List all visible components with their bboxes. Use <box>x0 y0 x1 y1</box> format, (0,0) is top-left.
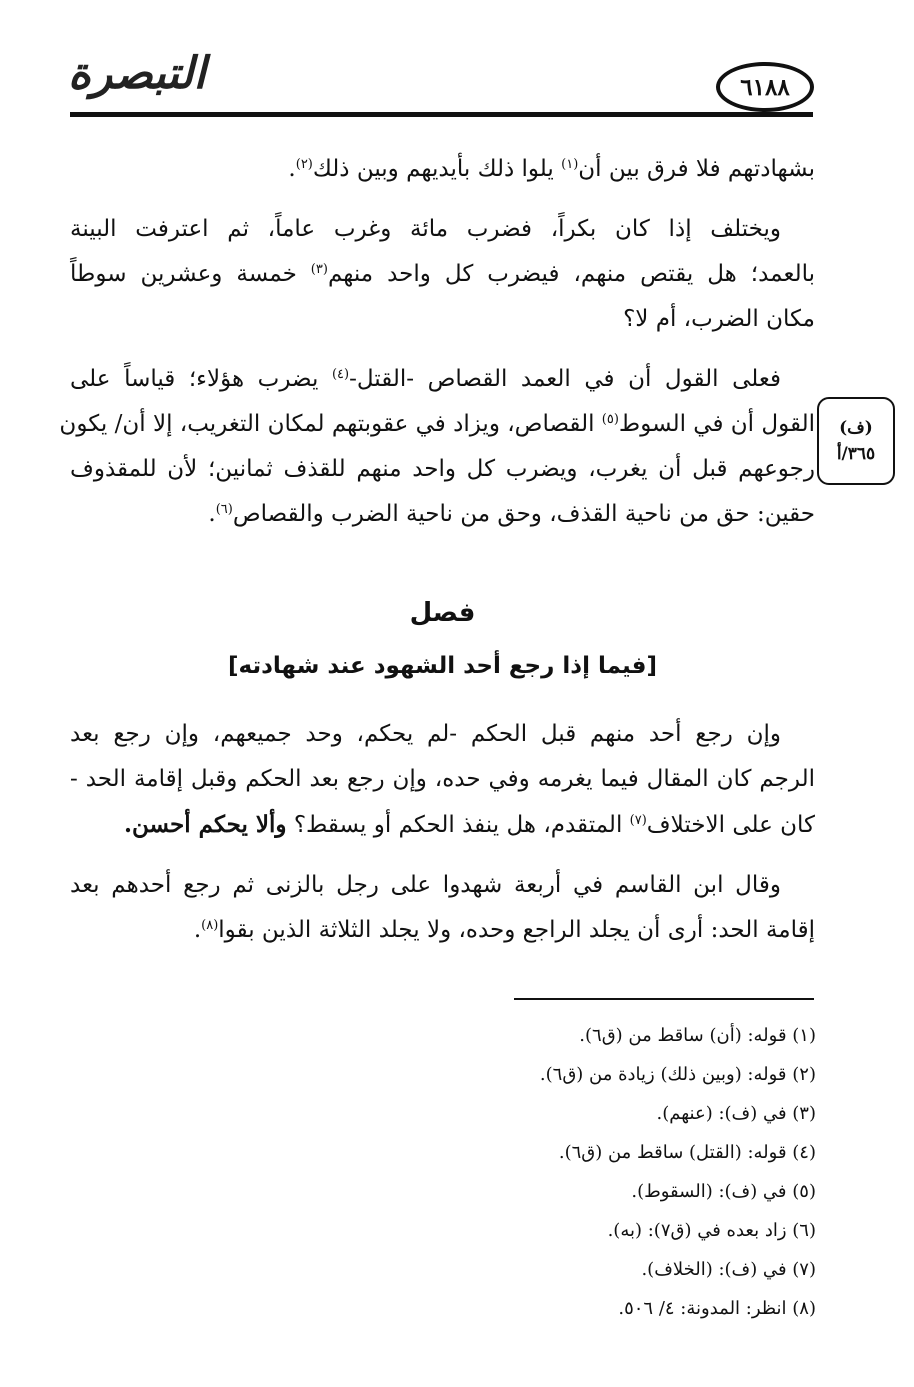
text-line <box>70 357 815 402</box>
text-line <box>70 492 815 537</box>
margin-reference-folio: ٣٦٥/أ <box>836 444 876 464</box>
paragraph-1 <box>70 147 815 192</box>
footnote-ref-4[interactable]: (٤) <box>331 367 350 382</box>
margin-reference-source: (ف) <box>839 418 873 438</box>
text-span: . <box>193 917 202 943</box>
text-line: وإن رجع أحد منهم قبل الحكم -لم يحكم، وحد جميعهم، وإن رجع بعد <box>70 721 781 747</box>
text-span: خمسة وعشرين سوطاً <box>70 261 311 287</box>
text-line: ويختلف إذا كان بكراً، فضرب مائة وغرب عاماً، ثم اعترفت البينة <box>70 216 781 242</box>
footnote-divider <box>514 998 814 1000</box>
text-span: . <box>208 501 216 527</box>
text-span: القصاص، ويزاد في عقوبتهم لمكان التغريب، إلا أن/ يكون <box>59 411 602 437</box>
book-title: التبصرة <box>68 48 206 99</box>
footnote-ref-6[interactable]: (٦) <box>215 502 233 517</box>
main-text-block-1 <box>59 147 815 552</box>
footnote-item: (١) قوله: (أن) ساقط من (ق٦). <box>579 1025 816 1046</box>
text-span: . <box>288 156 296 182</box>
text-span: كان على الاختلاف <box>646 812 815 838</box>
paragraph-4 <box>70 712 815 848</box>
text-span: إقامة الحد: أرى أن يجلد الراجع وحده، ولا يجلد الثلاثة الذين بقوا <box>218 917 815 943</box>
section-heading: فصل <box>409 598 476 628</box>
text-span: يضرب هؤلاء؛ قياساً على <box>70 366 332 392</box>
header-divider <box>70 112 813 117</box>
footnote-item: (٥) في (ف): (السقوط). <box>631 1181 816 1202</box>
text-line <box>70 908 815 953</box>
section-subheading: [فيما إذا رجع أحد الشهود عند شهادته] <box>228 653 657 679</box>
text-line: رجوعهم قبل أن يغرب، ويضرب كل واحد منهم للقذف ثمانين؛ لأن للمقذوف <box>70 456 815 482</box>
footnote-item: (٦) زاد بعده في (ق٧): (به). <box>607 1220 816 1241</box>
text-line <box>70 147 815 192</box>
text-span: يلوا ذلك بأيديهم وبين ذلك <box>312 156 562 182</box>
footnote-item: (٤) قوله: (القتل) ساقط من (ق٦). <box>558 1142 816 1163</box>
footnotes-list <box>540 1016 816 1328</box>
footnote-ref-3[interactable]: (٣) <box>310 262 328 277</box>
paragraph-2 <box>70 207 815 342</box>
page-number-badge <box>716 62 814 112</box>
footnote-item: (٧) في (ف): (الخلاف). <box>641 1259 816 1280</box>
text-span: حقين: حق من ناحية القذف، وحق من ناحية الضرب والقصاص <box>232 501 815 527</box>
footnote-ref-1[interactable]: (١) <box>561 157 579 172</box>
emphasized-text: وألا يحكم أحسن. <box>123 811 287 838</box>
main-text-block-2 <box>70 712 815 968</box>
text-span: بالعمد؛ هل يقتص منهم، فيضرب كل واحد منهم <box>327 261 815 287</box>
footnote-ref-2[interactable]: (٢) <box>295 157 313 172</box>
footnote-ref-5[interactable]: (٥) <box>601 412 619 427</box>
footnote-ref-7[interactable]: (٧) <box>629 813 647 828</box>
footnote-item: (٢) قوله: (وبين ذلك) زيادة من (ق٦). <box>539 1064 816 1085</box>
paragraph-5 <box>70 863 815 953</box>
text-span: المتقدم، هل ينفذ الحكم أو يسقط؟ <box>286 812 630 838</box>
paragraph-3 <box>59 357 815 537</box>
footnote-ref-8[interactable]: (٨) <box>201 918 219 933</box>
text-line: مكان الضرب، أم لا؟ <box>623 306 815 332</box>
text-line <box>70 802 815 848</box>
page-number: ٦١٨٨ <box>740 73 790 101</box>
text-span: بشهادتهم فلا فرق بين أن <box>578 156 815 182</box>
footnote-item: (٣) في (ف): (عنهم). <box>656 1103 816 1124</box>
margin-reference-box <box>817 397 895 485</box>
text-line: الرجم كان المقال فيما يغرمه وفي حده، وإن رجع بعد الحكم وقبل إقامة الحد - <box>70 766 815 792</box>
footnote-item: (٨) انظر: المدونة: ٤/ ٥٠٦. <box>618 1298 816 1319</box>
text-line: وقال ابن القاسم في أربعة شهدوا على رجل بالزنى ثم رجع أحدهم بعد <box>70 872 781 898</box>
text-line <box>59 402 815 447</box>
text-span: القول أن في السوط <box>618 411 815 437</box>
text-span: فعلى القول أن في العمد القصاص -القتل- <box>349 366 781 392</box>
text-line <box>70 252 815 297</box>
